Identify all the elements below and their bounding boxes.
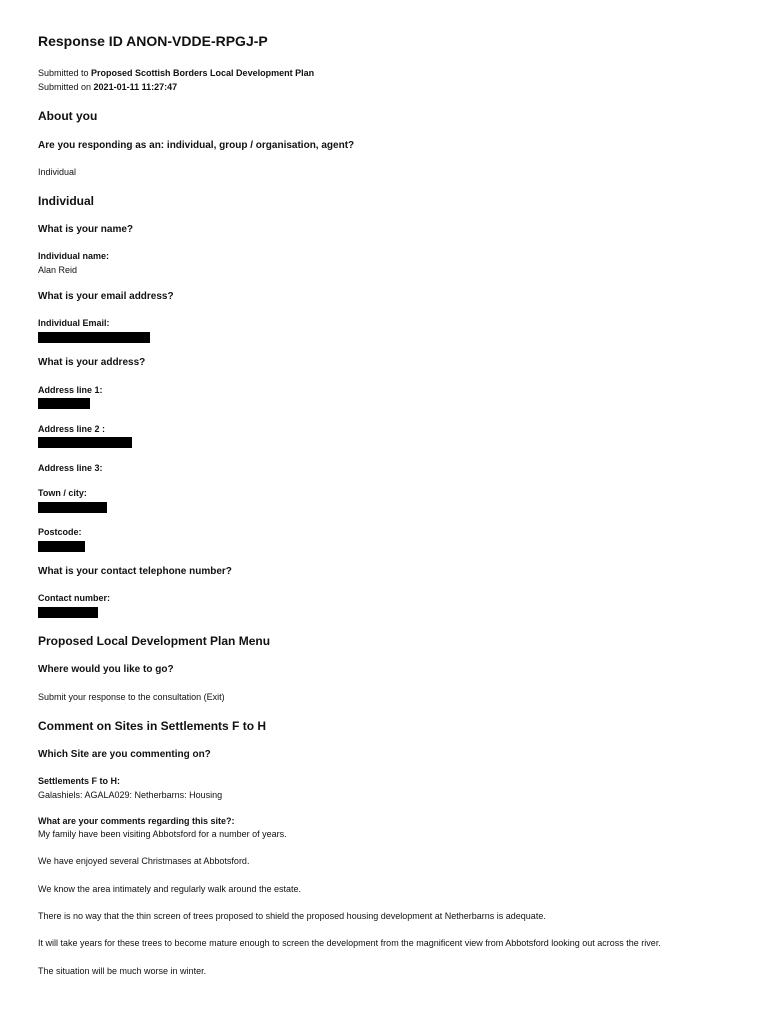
comment-paragraph: There is no way that the thin screen of trees proposed to shield the proposed housing development at Netherbarns is adequate. [38, 911, 546, 921]
email-question: What is your email address? [38, 291, 174, 302]
address-question: What is your address? [38, 357, 146, 368]
settlement-value: Galashiels: AGALA029: Netherbarns: Housing [38, 790, 223, 800]
sites-heading: Comment on Sites in Settlements F to H [38, 719, 267, 733]
name-value: Alan Reid [38, 265, 78, 275]
address-line2-label: Address line 2 : [38, 424, 106, 434]
postcode-label: Postcode: [38, 527, 82, 537]
phone-label: Contact number: [38, 593, 110, 603]
comment-paragraph: We know the area intimately and regularly walk around the estate. [38, 884, 301, 894]
settlement-label: Settlements F to H: [38, 776, 121, 786]
phone-redaction [38, 607, 98, 618]
about-answer: Individual [38, 167, 77, 177]
menu-question: Where would you like to go? [38, 664, 174, 675]
name-question: What is your name? [38, 224, 134, 235]
about-question: Are you responding as an: individual, group / organisation, agent? [38, 140, 355, 151]
email-label: Individual Email: [38, 318, 110, 328]
comment-paragraph: It will take years for these trees to become mature enough to screen the development from the magnificent view from Abbotsford looking out across the river. [38, 938, 661, 948]
about-heading: About you [38, 109, 98, 123]
comment-paragraph: The situation will be much worse in winter. [38, 966, 207, 976]
name-label: Individual name: [38, 251, 110, 261]
email-redaction [38, 332, 150, 343]
page-title: Response ID ANON-VDDE-RPGJ-P [38, 33, 268, 49]
submitted-on-line [38, 82, 177, 92]
town-label: Town / city: [38, 488, 87, 498]
comment-paragraph: My family have been visiting Abbotsford for a number of years. [38, 829, 287, 839]
individual-heading: Individual [38, 194, 95, 208]
submitted-on-value: 2021-01-11 11:27:47 [93, 82, 178, 92]
town-redaction [38, 502, 107, 513]
phone-question: What is your contact telephone number? [38, 566, 232, 577]
postcode-redaction [38, 541, 85, 552]
submitted-to-value: Proposed Scottish Borders Local Development Plan [91, 68, 315, 78]
address-line2-redaction [38, 437, 132, 448]
address-line3-label: Address line 3: [38, 463, 103, 473]
submitted-on-prefix: Submitted on [38, 82, 94, 92]
comment-paragraph: We have enjoyed several Christmases at Abbotsford. [38, 856, 250, 866]
address-line1-label: Address line 1: [38, 385, 103, 395]
menu-heading: Proposed Local Development Plan Menu [38, 634, 271, 648]
comments-label: What are your comments regarding this site?: [38, 816, 235, 826]
menu-answer: Submit your response to the consultation (Exit) [38, 692, 225, 702]
submitted-to-prefix: Submitted to [38, 68, 92, 78]
submitted-to-line [38, 68, 314, 78]
address-line1-redaction [38, 398, 90, 409]
sites-question: Which Site are you commenting on? [38, 749, 211, 760]
